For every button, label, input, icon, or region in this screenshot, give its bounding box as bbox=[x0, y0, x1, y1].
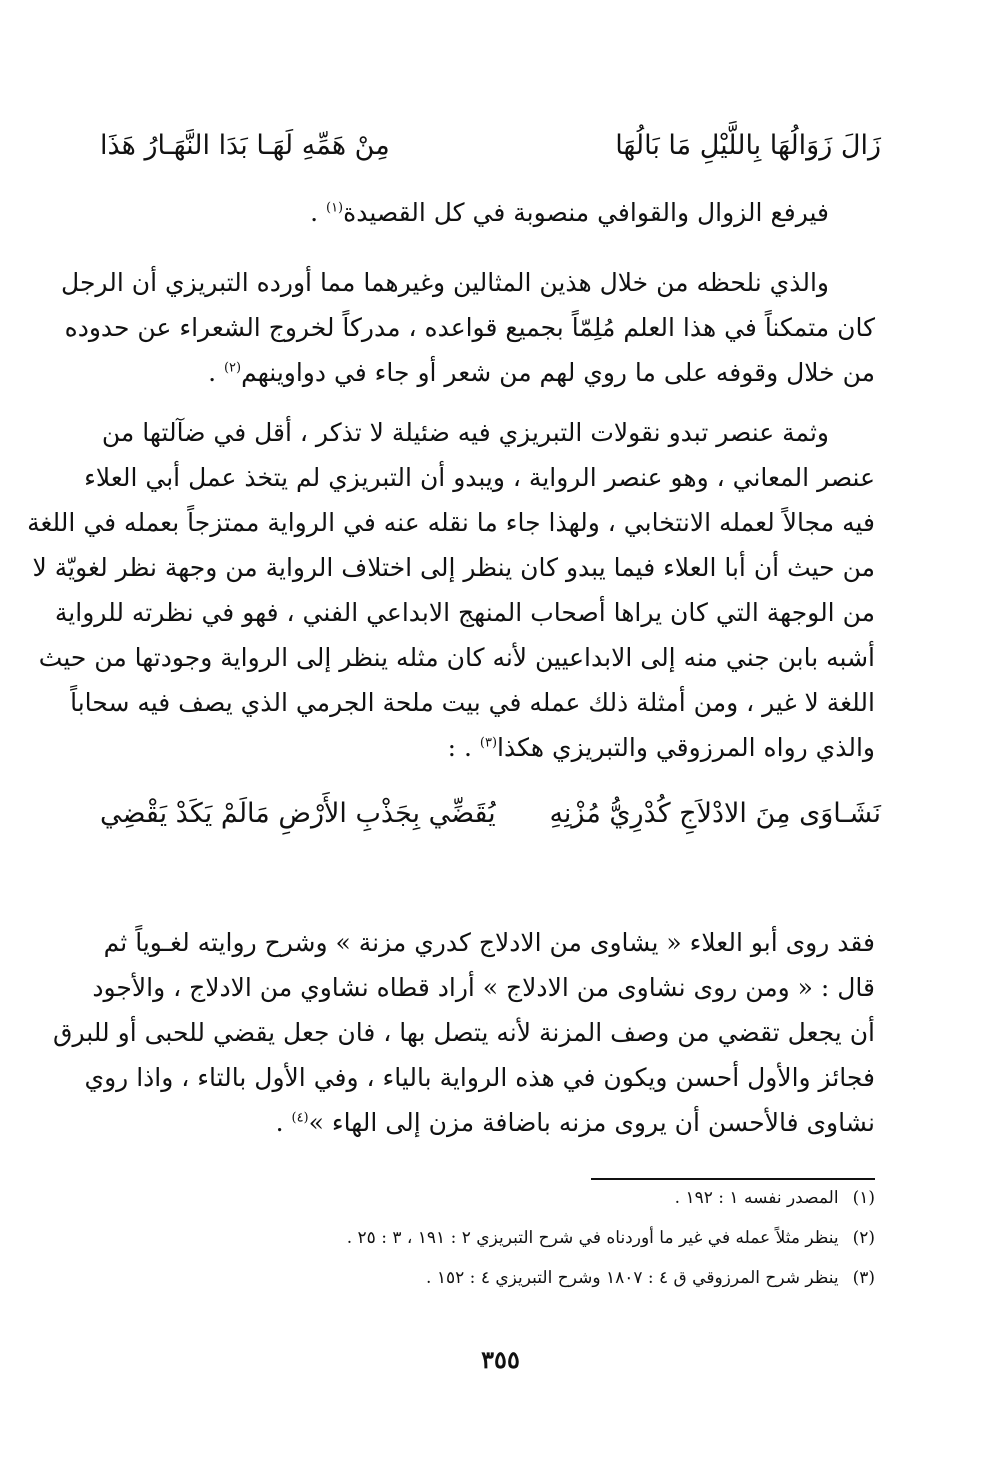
paragraph-3-line-7: اللغة لا غير ، ومن أمثلة ذلك عمله في بيت ملحة الجرمي الذي يصف فيه سحاباً bbox=[70, 688, 875, 717]
footnote-ref-1: (١) bbox=[325, 200, 344, 216]
verse-1-second-hemistich: مِنْ هَمِّهِ لَهَـا بَدَا النَّهَـارُ هَذَا bbox=[100, 130, 390, 161]
footnote-divider bbox=[591, 1178, 875, 1180]
paragraph-3-line-8 bbox=[106, 733, 875, 762]
verse-2-second-hemistich: يُقَضِّي بِجَذْبِ الأَرْضِ مَالَمْ يَكَدْ يَقْضِي bbox=[100, 798, 496, 829]
footnote-ref-2: (٢) bbox=[223, 360, 242, 376]
paragraph-2-line-3 bbox=[106, 358, 875, 387]
verse-line-2 bbox=[100, 798, 881, 829]
paragraph-3-line-4: من حيث أن أبا العلاء فيما يبدو كان ينظر إلى اختلاف الرواية من وجهة نظر لغويّة لا bbox=[32, 553, 875, 582]
paragraph-4-line-1: فقد روى أبو العلاء « يشاوى من الادلاج كدري مزنة » وشرح روايته لغـوياً ثم bbox=[103, 928, 875, 957]
paragraph-4-line-3: أن يجعل تقضي من وصف المزنة لأنه يتصل بها ، فان جعل يقضي للحبى أو للبرق bbox=[53, 1018, 875, 1047]
paragraph-4-line-2: قال : « ومن روى نشاوى من الادلاج » أراد قطاه نشاوي من الادلاج ، والأجود bbox=[92, 973, 875, 1002]
para-2-line-3-text: من خلال وقوفه على ما روي لهم من شعر أو جاء في دواوينهم bbox=[241, 358, 875, 387]
para-1-text: فيرفع الزوال والقوافي منصوبة في كل القصيدة bbox=[343, 198, 829, 227]
verse-2-first-hemistich: نَشَـاوَى مِنَ الادْلاَجِ كُدْرِيُّ مُزْنِهِ bbox=[549, 798, 881, 829]
paragraph-1-line bbox=[106, 198, 829, 227]
paragraph-2-line-1: والذي نلحظه من خلال هذين المثالين وغيرهما مما أورده التبريزي أن الرجل bbox=[61, 268, 829, 297]
verse-line-1 bbox=[100, 130, 881, 161]
para-3-line-8-text: والذي رواه المرزوقي والتبريزي هكذا bbox=[497, 733, 875, 762]
footnote-ref-4: (٤) bbox=[291, 1110, 309, 1126]
para-4-end: . bbox=[275, 1108, 284, 1137]
para-2-end: . bbox=[208, 358, 217, 387]
paragraph-4-line-5 bbox=[106, 1108, 875, 1137]
footnote-3 bbox=[426, 1268, 875, 1288]
para-4-line-5-text: نشاوى فالأحسن أن يروى مزنه باضافة مزن إلى الهاء » bbox=[308, 1108, 875, 1137]
para-1-end: . bbox=[310, 198, 319, 227]
paragraph-3-line-1: وثمة عنصر تبدو نقولات التبريزي فيه ضئيلة لا تذكر ، أقل في ضآلتها من bbox=[101, 418, 829, 447]
page-number: ٣٥٥ bbox=[481, 1345, 520, 1374]
footnote-2 bbox=[347, 1228, 875, 1248]
footnote-ref-3: (٣) bbox=[479, 735, 498, 751]
footnote-3-text: ينظر شرح المرزوقي ق ٤ : ١٨٠٧ وشرح التبريزي ٤ : ١٥٢ . bbox=[426, 1268, 839, 1288]
paragraph-3-line-6: أشبه بابن جني منه إلى الابداعيين لأنه كان مثله ينظر إلى الرواية وجودتها من حيث bbox=[38, 643, 875, 672]
verse-1-first-hemistich: زَالَ زَوَالُهَا بِاللَّيْلِ مَا بَالُهَا bbox=[615, 130, 881, 161]
paragraph-3-line-3: فيه مجالاً لعمله الانتخابي ، ولهذا جاء ما نقله عنه في الرواية ممتزجاً بعمله في اللغة bbox=[27, 508, 875, 537]
paragraph-2-line-2: كان متمكناً في هذا العلم مُلِمّاً بجميع قواعده ، مدركاً لخروج الشعراء عن حدوده bbox=[64, 313, 875, 342]
paragraph-4-line-4: فجائز والأول أحسن ويكون في هذه الرواية بالياء ، وفي الأول بالتاء ، واذا روي bbox=[84, 1063, 875, 1092]
footnote-1-text: المصدر نفسه ١ : ١٩٢ . bbox=[674, 1188, 839, 1208]
paragraph-3-line-5: من الوجهة التي كان يراها أصحاب المنهج الابداعي الفني ، فهو في نظرته للرواية bbox=[54, 598, 875, 627]
footnote-2-text: ينظر مثلاً عمله في غير ما أوردناه في شرح التبريزي ٢ : ١٩١ ، ٣ : ٢٥ . bbox=[346, 1228, 839, 1248]
para-3-end: . : bbox=[447, 733, 472, 762]
footnote-1-number: (١) bbox=[852, 1188, 875, 1208]
paragraph-3-line-2: عنصر المعاني ، وهو عنصر الرواية ، ويبدو أن التبريزي لم يتخذ عمل أبي العلاء bbox=[84, 463, 875, 492]
footnote-3-number: (٣) bbox=[852, 1268, 875, 1288]
footnote-2-number: (٢) bbox=[852, 1228, 875, 1248]
footnote-1 bbox=[675, 1188, 875, 1208]
